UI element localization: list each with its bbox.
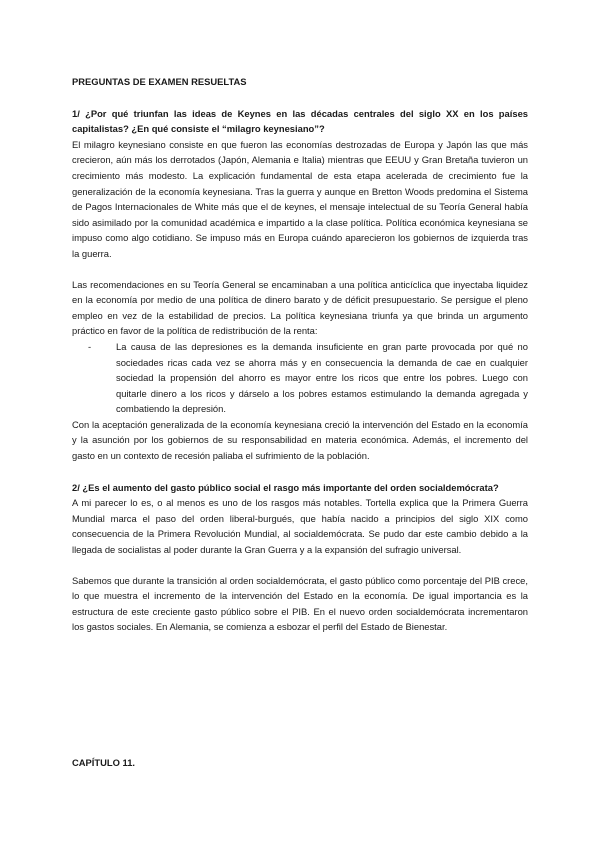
question-1-bullet-list <box>72 339 528 417</box>
bullet-marker: - <box>88 340 92 352</box>
question-1-paragraph-2: Las recomendaciones en su Teoría General se encaminaban a una política anticíclica que inyectaba liquidez en la economía por medio de una política de dinero barato y de déficit presupuestario. Se persigue el pleno empleo en vez de la estabilidad de precios. La política keynesiana triunfa ya que brinda un argumento práctico en favor de la política de redistribución de la renta: <box>72 278 528 337</box>
question-2-paragraph-2: Sabemos que durante la transición al orden socialdemócrata, el gasto público como porcentaje del PIB crece, lo que muestra el incremento de la intervención del Estado en la economía. De igual importancia es la estructura de este creciente gasto público sobre el PIB. En el nuevo orden socialdemócrata incrementaron los gastos sociales. En Alemania, se comienza a esbozar el perfil del Estado de Bienestar. <box>72 574 528 633</box>
question-2 <box>72 480 528 635</box>
chapter-heading: CAPÍTULO 11. <box>72 757 136 768</box>
bullet-text: La causa de las depresiones es la demanda insuficiente en gran parte provocada por qué no sociedades ricas cada vez se ahorra más y en consecuencia la demanda de cae en cualquier sociedad la propensión del ahorro es mayor entre los ricos que entre los pobres. Luego con quitarle dinero a los ricos y dárselo a los pobres estamos estimulando la demanda agregada y combatiendo la depresión. <box>116 340 528 415</box>
document-heading: PREGUNTAS DE EXAMEN RESUELTAS <box>72 76 247 87</box>
question-1-title: 1/ ¿Por qué triunfan las ideas de Keynes en las décadas centrales del siglo XX en los países capitalistas? ¿En qué consiste el “milagro keynesiano”? <box>72 107 528 135</box>
question-1-paragraph-1: El milagro keynesiano consiste en que fueron las economías destrozadas de Europa y Japón las que más crecieron, aún más los derrotados (Japón, Alemania e Italia) mientras que EEUU y Gran Bretaña tuvieron un crecimiento más modesto. La explicación fundamental de esta etapa acelerada de crecimiento fue la generalización de la economía keynesiana. Tras la guerra y aunque en Bretton Woods predomina el Sistema de Pagos Internacionales de White más que el de keynes, el mensaje intelectual de su Teoría General había sido asimilado por la comunidad académica e impartido a la clase política. Política económica keynesiana se impuso como algo cotidiano. Se impuso más en Europa cuándo aparecieron los gobiernos de izquierda tras la guerra. <box>72 138 528 259</box>
document-body <box>72 74 528 635</box>
question-2-title: 2/ ¿Es el aumento del gasto público social el rasgo más importante del orden socialdemócrata? <box>72 481 499 493</box>
question-2-paragraph-1: A mi parecer lo es, o al menos es uno de los rasgos más notables. Tortella explica que la Primera Guerra Mundial marca el paso del orden liberal-burgués, que había nacido a principios del siglo XIX como consecuencia de la Primera Revolución Mundial, al socialdemócrata. Se pudo dar este cambio debido a la llegada de socialistas al poder durante la Gran Guerra y a la expansión del sufragio universal. <box>72 497 528 556</box>
question-1-paragraph-3: Con la aceptación generalizada de la economía keynesiana creció la intervención del Estado en la economía y la asunción por los gobiernos de su responsabilidad en materia económica. Además, el incremento del gasto en un contexto de recesión paliaba el sufrimiento de la población. <box>72 418 528 462</box>
list-item <box>88 339 528 417</box>
question-1 <box>72 106 528 464</box>
